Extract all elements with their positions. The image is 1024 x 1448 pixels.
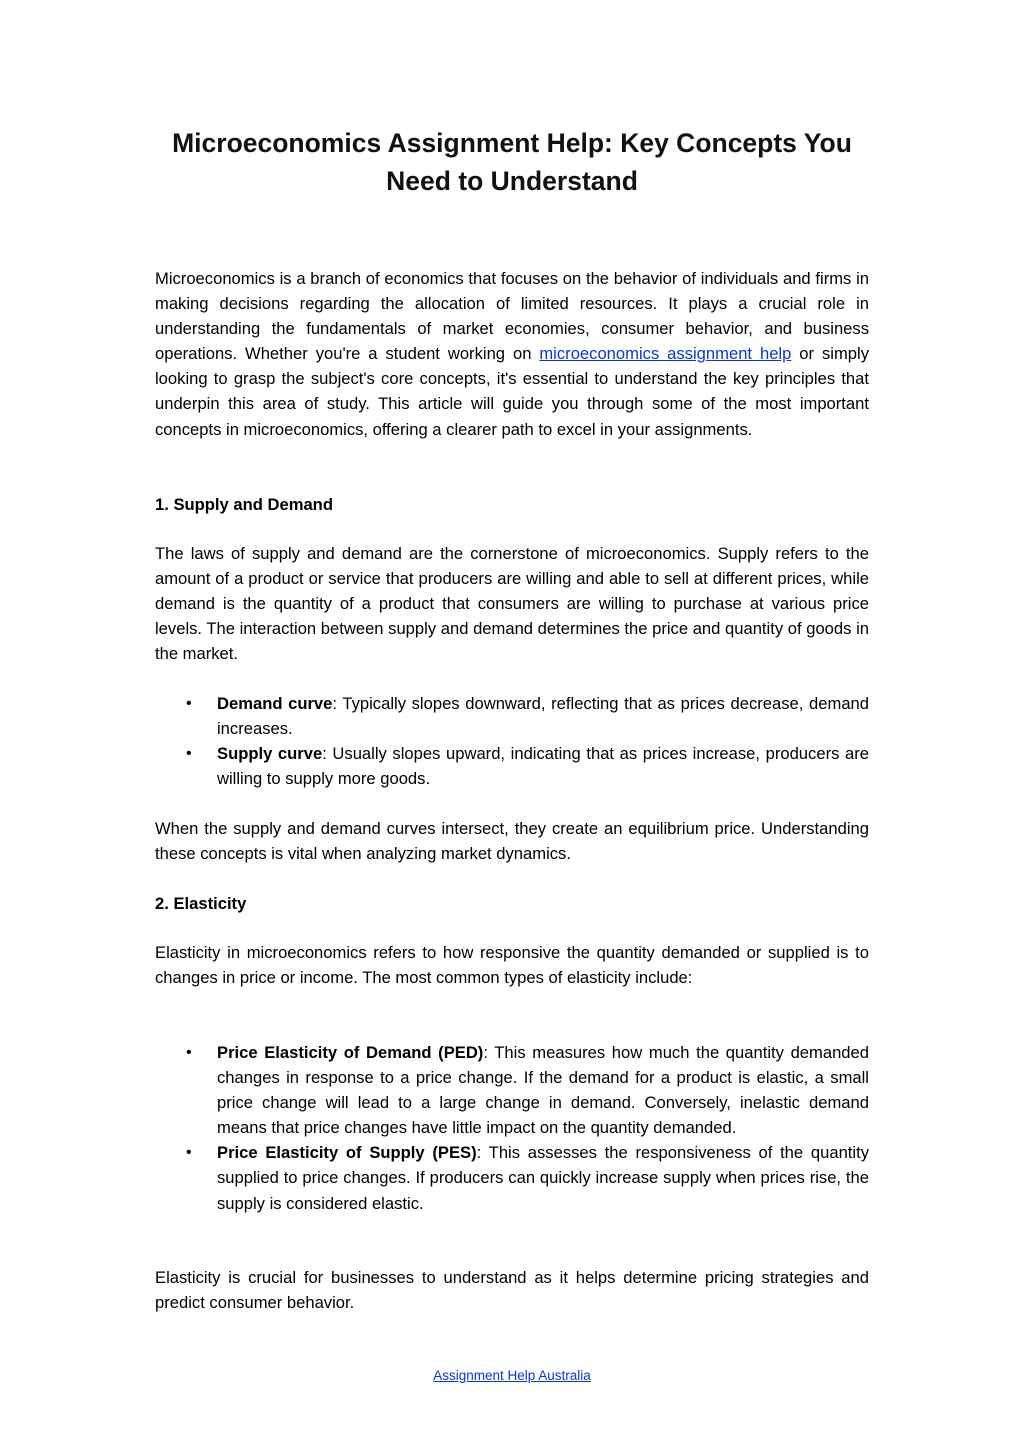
intro-text-before-link: Microeconomics is a branch of economics that focuses on the behavior of individuals and firms in making decisions regarding the allocation of limited resources. It plays a crucial role in understanding the fundamentals of market economies, consumer behavior, and business operations. Whether you're a student working on bbox=[155, 269, 869, 364]
page-footer bbox=[155, 1366, 869, 1386]
bullet-term: Demand curve bbox=[217, 694, 333, 713]
intro-text-after-link: or simply looking to grasp the subject's core concepts, it's essential to understand the key principles that underpin this area of study. This article will guide you through some of the most important concepts in microeconomics, offering a clearer path to excel in your assignments. bbox=[155, 344, 869, 439]
section-1-closing-paragraph: When the supply and demand curves intersect, they create an equilibrium price. Understanding these concepts is vital when analyzing market dynamics. bbox=[155, 819, 869, 864]
section-1-heading: 1. Supply and Demand bbox=[155, 495, 333, 514]
assignment-help-australia-link[interactable]: Assignment Help Australia bbox=[433, 1368, 591, 1383]
section-1-bullet-list bbox=[155, 691, 869, 791]
section-2-bullet-list bbox=[155, 1040, 869, 1216]
page-title: Microeconomics Assignment Help: Key Concepts You Need to Understand bbox=[172, 128, 852, 196]
section-1-paragraph: The laws of supply and demand are the cornerstone of microeconomics. Supply refers to the amount of a product or service that producers are willing and able to sell at different prices, while demand is the quantity of a product that consumers are willing to purchase at various price levels. The interaction between supply and demand determines the price and quantity of goods in the market. bbox=[155, 544, 869, 664]
bullet-icon: • bbox=[186, 1144, 192, 1162]
list-item bbox=[155, 741, 869, 791]
bullet-icon: • bbox=[186, 695, 192, 712]
section-2-closing-paragraph: Elasticity is crucial for businesses to understand as it helps determine pricing strategies and predict consumer behavior. bbox=[155, 1268, 869, 1313]
microeconomics-assignment-help-link[interactable]: microeconomics assignment help bbox=[539, 344, 792, 364]
bullet-term: Price Elasticity of Supply (PES) bbox=[217, 1143, 477, 1163]
bullet-icon: • bbox=[186, 1044, 192, 1061]
list-item bbox=[155, 1040, 869, 1140]
section-2-paragraph: Elasticity in microeconomics refers to how responsive the quantity demanded or supplied is to changes in price or income. The most common types of elasticity include: bbox=[155, 943, 869, 988]
document-page bbox=[155, 0, 869, 1448]
bullet-term: Price Elasticity of Demand (PED) bbox=[217, 1043, 484, 1062]
bullet-icon: • bbox=[186, 745, 192, 763]
section-2-heading: 2. Elasticity bbox=[155, 894, 247, 913]
list-item bbox=[155, 1140, 869, 1215]
bullet-text: : Usually slopes upward, indicating that as prices increase, producers are willing to supply more goods. bbox=[217, 744, 869, 789]
bullet-text: : This measures how much the quantity demanded changes in response to a price change. If the demand for a product is elastic, a small price change will lead to a large change in demand. Conversely, inelastic demand means that price changes have little impact on the quantity demanded. bbox=[217, 1043, 869, 1138]
bullet-text: : Typically slopes downward, reflecting that as prices decrease, demand increases. bbox=[217, 694, 870, 739]
intro-paragraph bbox=[155, 266, 869, 442]
list-item bbox=[155, 691, 869, 741]
bullet-term: Supply curve bbox=[217, 744, 323, 764]
bullet-text: : This assesses the responsiveness of the quantity supplied to price changes. If producers can quickly increase supply when prices rise, the supply is considered elastic. bbox=[217, 1143, 869, 1213]
